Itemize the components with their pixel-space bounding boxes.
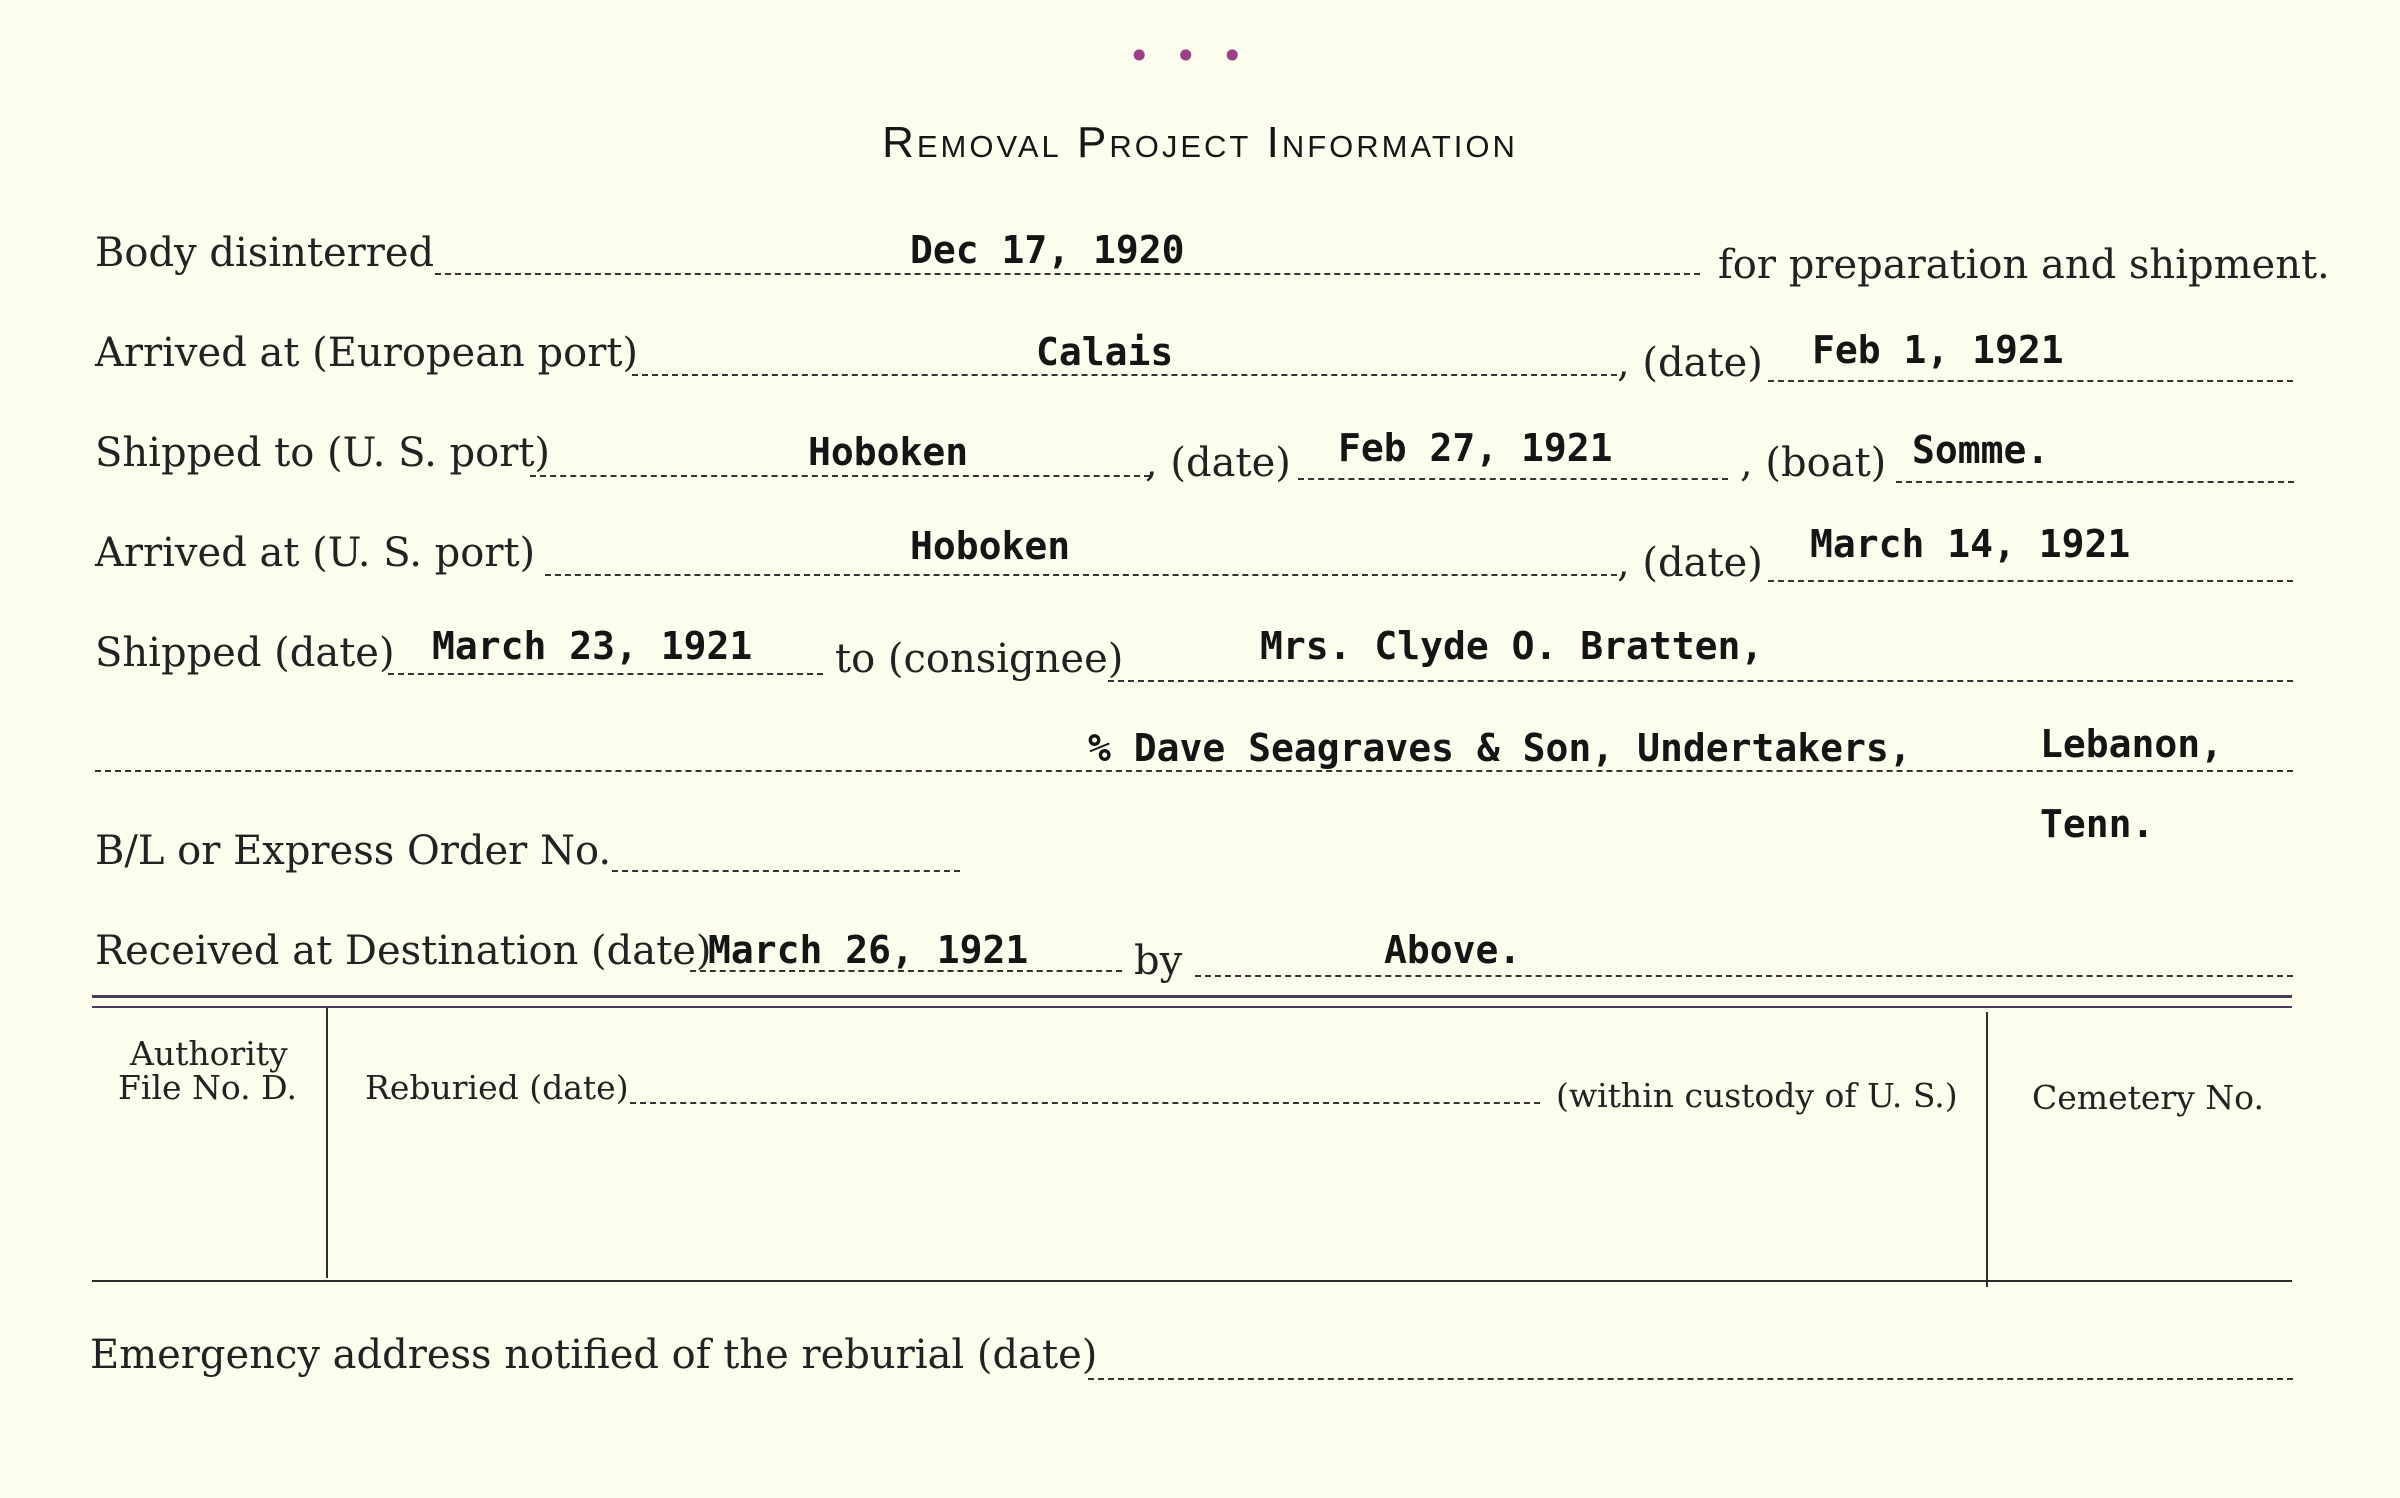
shipped-to-date: Feb 27, 1921 (1338, 426, 1613, 470)
reburied-date-label: Reburied (date) (365, 1068, 629, 1107)
body-disinterred-label: Body disinterred (95, 230, 435, 276)
received-by-value: Above. (1384, 928, 1522, 972)
section-rule-top (92, 995, 2292, 998)
boat-line (1896, 481, 2294, 483)
shipped-to-date-line (1298, 478, 1728, 480)
boat-value: Somme. (1912, 428, 2050, 472)
received-destination-label: Received at Destination (date) (95, 928, 712, 974)
cemetery-number-label: Cemetery No. (2032, 1078, 2264, 1117)
shipped-to-label: Shipped to (U. S. port) (95, 430, 550, 476)
body-disinterred-line (435, 273, 1700, 275)
ink-stamp-marks: • • • (1128, 34, 1250, 78)
consignee-state: Tenn. (2040, 802, 2155, 846)
shipped-date-line (388, 673, 823, 675)
european-port-label: Arrived at (European port) (95, 330, 639, 376)
european-port-line (632, 374, 1617, 376)
received-date-value: March 26, 1921 (708, 928, 1029, 972)
us-port-arrived-date: March 14, 1921 (1810, 522, 2131, 566)
authority-label-line1: Authority (130, 1034, 288, 1073)
order-number-label: B/L or Express Order No. (95, 828, 612, 874)
section-rule-bottom (92, 1006, 2292, 1008)
shipped-to-line (530, 475, 1150, 477)
european-port-value: Calais (1036, 330, 1174, 374)
box-bottom-rule (92, 1280, 2292, 1282)
consignee-line (1108, 680, 2293, 682)
us-port-arrived-date-line (1768, 580, 2293, 582)
emergency-address-line (1088, 1378, 2293, 1380)
order-number-line (612, 870, 960, 872)
us-port-arrived-value: Hoboken (910, 524, 1071, 568)
consignee-address: % Dave Seagraves & Son, Undertakers, (1088, 726, 1912, 770)
authority-label-line2: File No. D. (118, 1068, 297, 1107)
us-port-arrived-label: Arrived at (U. S. port) (95, 530, 536, 576)
preparation-suffix-label: for preparation and shipment. (1718, 242, 2330, 288)
authority-divider (326, 1008, 328, 1278)
us-port-arrived-date-label: , (date) (1617, 540, 1763, 586)
us-port-arrived-line (545, 574, 1617, 576)
cemetery-divider (1986, 1012, 1988, 1287)
consignee-value: Mrs. Clyde O. Bratten, (1260, 624, 1764, 668)
shipped-to-port: Hoboken (808, 430, 969, 474)
boat-label: , (boat) (1740, 440, 1887, 486)
european-port-date-label: , (date) (1617, 340, 1763, 386)
emergency-address-label: Emergency address notified of the reburial (date) (90, 1332, 1098, 1378)
received-by-label: by (1134, 938, 1183, 984)
reburied-date-line (630, 1102, 1540, 1104)
european-port-date-line (1768, 380, 2293, 382)
form-title: Removal Project Information (882, 118, 1518, 167)
custody-label: (within custody of U. S.) (1556, 1076, 1958, 1115)
shipped-date-label: Shipped (date) (95, 630, 395, 676)
consignee-label: to (consignee) (835, 636, 1124, 682)
received-by-line (1195, 975, 2293, 977)
consignee-city: Lebanon, (2040, 722, 2224, 766)
european-port-date: Feb 1, 1921 (1812, 328, 2064, 372)
consignee-address-line (95, 770, 2293, 772)
body-disinterred-date: Dec 17, 1920 (910, 228, 1185, 272)
shipped-to-date-label: , (date) (1145, 440, 1291, 486)
shipped-date-value: March 23, 1921 (432, 624, 753, 668)
